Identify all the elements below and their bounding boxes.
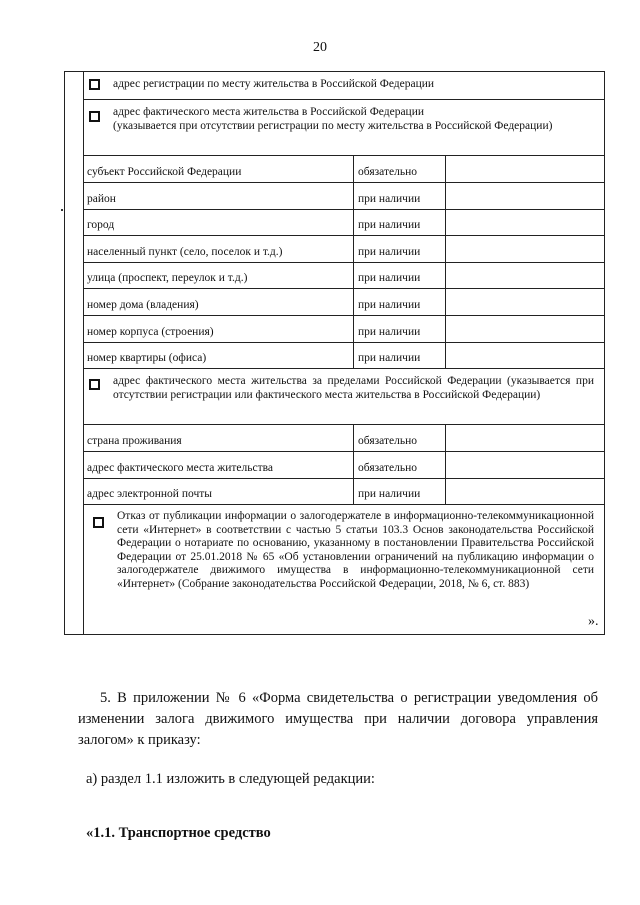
paragraph-a: а) раздел 1.1 изложить в следующей редакции: (86, 771, 375, 787)
table-row (83, 182, 604, 209)
table-row (83, 478, 604, 504)
field-requirement: обязательно (358, 434, 417, 447)
field-value-cell[interactable] (445, 156, 604, 182)
table-row (83, 262, 604, 288)
field-value-cell[interactable] (445, 479, 604, 504)
checkbox-row-publication-refusal (83, 504, 604, 634)
field-value-cell[interactable] (445, 316, 604, 342)
field-value-cell[interactable] (445, 236, 604, 262)
address-form-table (64, 71, 605, 635)
checkbox-registration-address[interactable] (89, 79, 100, 90)
field-requirement: обязательно (358, 165, 417, 178)
field-value-cell[interactable] (445, 343, 604, 368)
field-label: страна проживания (87, 434, 182, 447)
margin-mark (61, 209, 63, 211)
checkbox-label: Отказ от публикации информации о залогодержателе в информационно-телекоммуникационной сети «Интернет» в соответствии с частью 5 статьи 103.3 Основ законодательства Российской Федерации о нотариате по основанию, указанному в постановлении Правительства Российской Федерации от 25.01.2018 № 65 «Об установлении ограничений на публикацию информации о залогодержателе движимого имущества в информационно-телекоммуникационной сети «Интернет» (Собрание законодательства Российской Федерации, 2018, № 6, ст. 883) (117, 510, 594, 590)
field-label: адрес электронной почты (87, 487, 212, 500)
paragraph-5: 5. В приложении № 6 «Форма свидетельства о регистрации уведомления об изменении залога движимого имущества при наличии договора управления залогом» к приказу: (78, 690, 598, 748)
table-row (83, 288, 604, 315)
field-value-cell[interactable] (445, 425, 604, 451)
field-requirement: обязательно (358, 461, 417, 474)
checkbox-actual-address-ru[interactable] (89, 111, 100, 122)
checkbox-publication-refusal[interactable] (93, 517, 104, 528)
checkbox-address-abroad[interactable] (89, 379, 100, 390)
checkbox-row-actual-address-ru (83, 99, 604, 155)
checkbox-row-registration-address (83, 72, 604, 99)
checkbox-label-note: (указывается при отсутствии регистрации по месту жительства в Российской Федерации) (113, 119, 553, 132)
field-requirement: при наличии (358, 487, 421, 500)
field-label: город (87, 218, 115, 231)
field-value-cell[interactable] (445, 263, 604, 288)
table-row (83, 424, 604, 451)
closing-quote: ». (588, 614, 599, 629)
section-heading: «1.1. Транспортное средство (86, 825, 271, 841)
field-requirement: при наличии (358, 298, 421, 311)
table-row (83, 451, 604, 478)
field-value-cell[interactable] (445, 289, 604, 315)
field-label: улица (проспект, переулок и т.д.) (87, 271, 248, 284)
checkbox-label: адрес фактического места жительства за пределами Российской Федерации (указывается при отсутствии регистрации или фактического места жительства в Российской Федерации) (113, 375, 594, 401)
checkbox-label (113, 106, 594, 133)
field-label: номер корпуса (строения) (87, 325, 214, 338)
field-label: номер квартиры (офиса) (87, 351, 207, 364)
field-label: номер дома (владения) (87, 298, 199, 311)
checkbox-label-line: адрес фактического места жительства в Российской Федерации (113, 106, 425, 118)
field-requirement: при наличии (358, 218, 421, 231)
field-requirement: при наличии (358, 325, 421, 338)
field-value-cell[interactable] (445, 183, 604, 209)
table-row (83, 342, 604, 368)
table-row (83, 315, 604, 342)
table-row (83, 155, 604, 182)
field-requirement: при наличии (358, 192, 421, 205)
field-value-cell[interactable] (445, 452, 604, 478)
field-label: адрес фактического места жительства (87, 461, 273, 474)
table-row (83, 235, 604, 262)
page-number: 20 (313, 40, 327, 55)
table-row (83, 209, 604, 235)
field-label: район (87, 192, 116, 205)
checkbox-row-address-abroad (83, 368, 604, 424)
checkbox-label: адрес регистрации по месту жительства в Российской Федерации (113, 78, 435, 90)
field-label: субъект Российской Федерации (87, 165, 242, 178)
field-value-cell[interactable] (445, 210, 604, 235)
field-requirement: при наличии (358, 245, 421, 258)
field-label: населенный пункт (село, поселок и т.д.) (87, 245, 283, 258)
field-requirement: при наличии (358, 351, 421, 364)
field-requirement: при наличии (358, 271, 421, 284)
